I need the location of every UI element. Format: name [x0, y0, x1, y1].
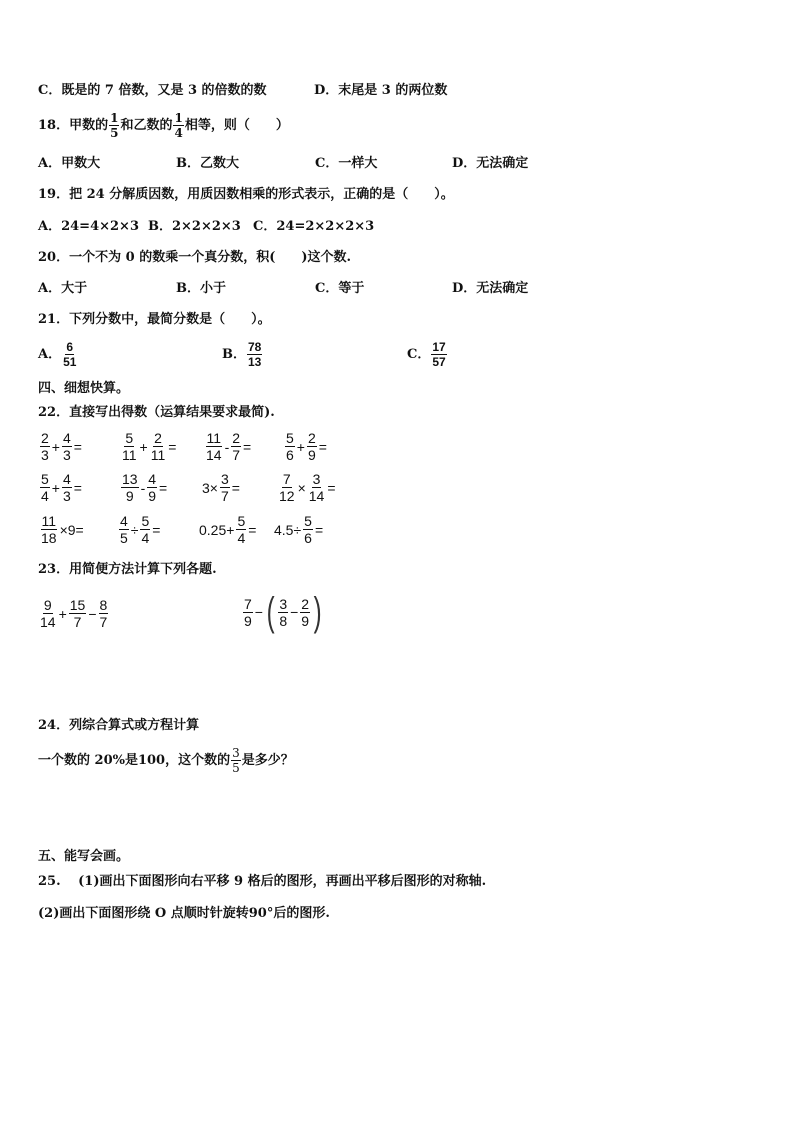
- q21-option-c: [407, 341, 448, 368]
- q22-expr-1: $\frac{2}{3}$ + $\frac{4}{3}$ =: [41, 430, 82, 463]
- q18-option-b: B．乙数大: [176, 156, 239, 171]
- q18-option-d: D．无法确定: [452, 156, 529, 171]
- q20-option-a: A．大于: [38, 281, 88, 296]
- q20-option-d: D．无法确定: [452, 281, 529, 296]
- q24-title: 24．列综合算式或方程计算: [38, 718, 200, 733]
- q21-option-c-fraction: $\frac{17}{57}$: [432, 340, 446, 369]
- q22-expr-9: $\frac{11}{18}$ ×9=: [41, 513, 84, 546]
- section-4-title: 四、细想快算。: [38, 381, 130, 396]
- q22-expr-7: 3× $\frac{3}{7}$ =: [202, 471, 240, 504]
- q18-suffix: 相等，则（ ）: [184, 117, 289, 133]
- q22-expr-6: $\frac{13}{9}$ - $\frac{4}{9}$ =: [122, 471, 168, 504]
- q19-question: 19．把 24 分解质因数，用质因数相乘的形式表示，正确的是（ ）。: [38, 187, 454, 202]
- q21-option-b-label: B．: [222, 346, 246, 362]
- q18-question: [38, 112, 289, 139]
- q23-expr-2: $\frac{7}{9}$ − ( $\frac{3}{8}$ − $\frac{2}{9}$ ): [244, 590, 322, 634]
- q18-option-a: A．甲数大: [38, 156, 101, 171]
- q18-fraction-1: $\frac{1}{5}$: [110, 111, 119, 140]
- q21-option-c-label: C．: [407, 346, 431, 362]
- q22-expr-4: $\frac{5}{6}$ + $\frac{2}{9}$ =: [286, 430, 327, 463]
- q19-option-b: B．2×2×2×3: [148, 219, 241, 234]
- q22-expr-8: $\frac{7}{12}$ × $\frac{3}{14}$ =: [279, 471, 336, 504]
- q25-part-1: 25. (1)画出下面图形向右平移 9 格后的图形，再画出平移后图形的对称轴.: [38, 874, 487, 889]
- q22-question: 22．直接写出得数（运算结果要求最简).: [38, 405, 275, 420]
- q20-option-b: B．小于: [176, 281, 226, 296]
- q22-expr-3: $\frac{11}{14}$ - $\frac{2}{7}$ =: [206, 430, 252, 463]
- q24-fraction: $\frac{3}{5}$: [232, 746, 240, 775]
- q22-expr-10: $\frac{4}{5}$ ÷ $\frac{5}{4}$ =: [120, 513, 161, 546]
- q21-option-b: [222, 341, 263, 368]
- q21-option-b-fraction: $\frac{78}{13}$: [248, 340, 262, 369]
- q21-option-a-fraction: $\frac{6}{51}$: [63, 340, 77, 369]
- left-paren: (: [266, 590, 275, 634]
- q19-option-a: A．24=4×2×3: [38, 219, 139, 234]
- q22-expr-2: $\frac{5}{11}$ + $\frac{2}{11}$ =: [122, 430, 177, 463]
- q23-question: 23．用简便方法计算下列各题.: [38, 562, 217, 577]
- q18-middle: 和乙数的: [120, 117, 173, 133]
- q22-expr-5: $\frac{5}{4}$ + $\frac{4}{3}$ =: [41, 471, 82, 504]
- q21-question: 21．下列分数中，最简分数是（ ）。: [38, 312, 271, 327]
- q24-prefix: 一个数的 20%是100，这个数的: [38, 752, 231, 768]
- q17-option-c: C．既是的 7 倍数，又是 3 的倍数的数: [38, 83, 267, 98]
- q17-option-d: D．末尾是 3 的两位数: [314, 83, 448, 98]
- q18-fraction-2: $\frac{1}{4}$: [174, 111, 183, 140]
- q22-expr-12: 4.5÷ $\frac{5}{6}$ =: [274, 513, 324, 546]
- q25-part-2: (2)画出下面图形绕 O 点顺时针旋转90°后的图形.: [38, 906, 330, 921]
- q24-suffix: 是多少？: [241, 752, 294, 768]
- q19-option-c: C．24=2×2×2×3: [253, 219, 375, 234]
- section-5-title: 五、能写会画。: [38, 849, 130, 864]
- q20-question: 20．一个不为 0 的数乘一个真分数，积( )这个数.: [38, 250, 352, 265]
- q21-option-a: [38, 341, 78, 368]
- q22-expr-11: 0.25+ $\frac{5}{4}$ =: [199, 513, 257, 546]
- right-paren: ): [313, 590, 322, 634]
- q18-option-c: C．一样大: [315, 156, 378, 171]
- q18-prefix: 18．甲数的: [38, 117, 109, 133]
- q21-option-a-label: A．: [38, 346, 62, 362]
- q23-expr-1: $\frac{9}{14}$ + $\frac{15}{7}$ − $\frac{8}{7}$: [40, 597, 108, 630]
- q24-question: [38, 747, 294, 774]
- q20-option-c: C．等于: [315, 281, 365, 296]
